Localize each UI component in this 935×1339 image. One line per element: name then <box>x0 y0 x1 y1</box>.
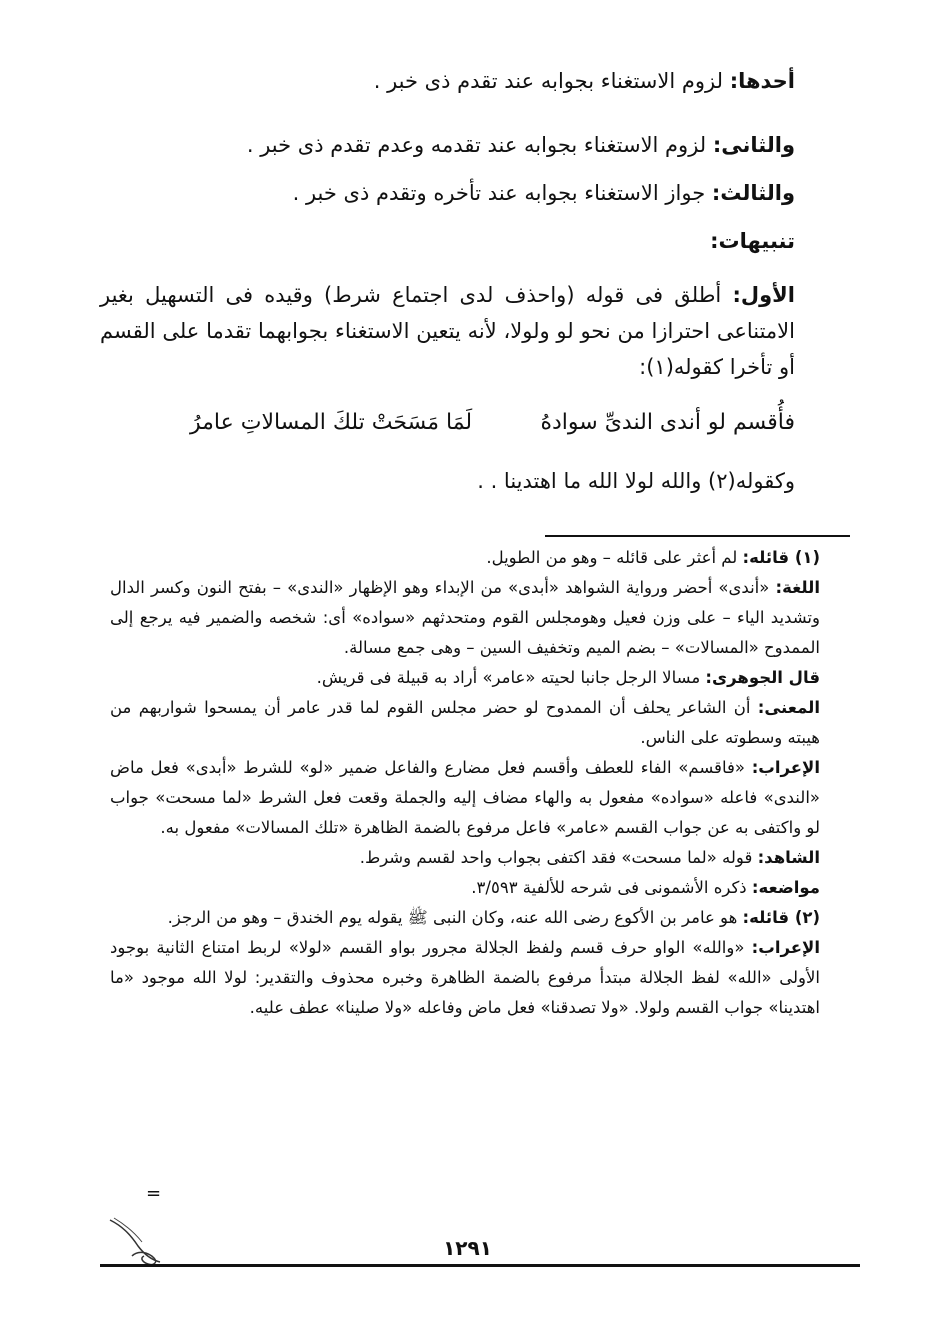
footnote-text: مسالا الرجل جانبا لحيته «عامر» أراد به قبيلة فى قريش. <box>316 668 701 687</box>
paragraph-text: أطلق فى قوله (واحذف لدى اجتماع شرط) وقيده فى التسهيل بغير الامتناعى احترازا من نحو لو ولولا، لأنه يتعين الاستغناء بجوابهما تقدما على القسم أو تأخرا كقوله(١): <box>100 283 795 379</box>
footnote-text: لم أعثر على قائله – وهو من الطويل. <box>486 548 738 567</box>
footnote-key: الإعراب: <box>751 938 820 957</box>
verse <box>100 410 795 446</box>
footnote-text: «أندى» أحضر ورواية الشواهد «أبدى» من الإبداء وهو الإظهار «الندى» – بفتح النون وكسر الدال وتشديد الياء – على وزن فعيل وهومجلس القوم ومتحدثهم «سواده» أى: شخصه والضمير فيه يرجع إلى الممدوح «المسالات» – بضم الميم وتخفيف السين – وهى جمع مسالة. <box>110 578 820 657</box>
footnote-key: المعنى: <box>757 698 820 717</box>
main-line-2 <box>247 130 795 160</box>
footnote-key: (١) قائله: <box>742 548 820 567</box>
footnote <box>110 843 820 873</box>
main-line-1 <box>374 66 795 96</box>
footnote <box>110 753 820 843</box>
line-label: والثالث: <box>711 181 795 205</box>
footnote <box>110 573 820 663</box>
main-line-last: وكقوله(٢) والله لولا الله ما اهتدينا . . <box>477 469 795 493</box>
footnote <box>110 543 820 573</box>
footnote <box>110 873 820 903</box>
footnote-separator <box>545 535 850 537</box>
bottom-rule <box>100 1264 860 1267</box>
footnote-text: ذكره الأشمونى فى شرحه للألفية ٣/٥٩٣. <box>471 878 747 897</box>
main-line-3 <box>293 178 795 208</box>
main-paragraph <box>100 277 795 385</box>
line-text: جواز الاستغناء بجوابه عند تأخره وتقدم ذى خبر . <box>292 181 706 205</box>
line-text: لزوم الاستغناء بجوابه عند تقدمه وعدم تقدم ذى خبر . <box>246 133 707 157</box>
footnote-text: «والله» الواو حرف قسم ولفظ الجلالة مجرور بواو القسم «لولا» لربط امتناع الثانية بوجود الأولى «الله» لفظ الجلالة مبتدأ مرفوع بالضمة الظاهرة وخبره محذوف والتقدير: لولا الله موجود «ما اهتدينا» جواب القسم ولولا. «ولا تصدقنا» فعل ماض وفاعله «ولا صلينا» عطف عليه. <box>110 938 820 1017</box>
line-label: أحدها: <box>729 69 795 93</box>
verse-first-hemistich: فأُقسم لو أندى الندىِّ سوادهُ <box>540 410 795 435</box>
footnote <box>110 903 820 933</box>
footnote <box>110 663 820 693</box>
paragraph-label: الأول: <box>732 283 795 307</box>
footnote-key: (٢) قائله: <box>742 908 820 927</box>
footnote-key: مواضعه: <box>751 878 820 897</box>
footnote-key: اللغة: <box>775 578 820 597</box>
footnote-text: أن الشاعر يحلف أن الممدوح لو حضر مجلس القوم لما قدر عامر أن يمسحوا شواربهم من هيبته وسطوته على الناس. <box>110 698 820 747</box>
continuation-mark: = <box>146 1183 162 1204</box>
footnote-text: هو عامر بن الأكوع رضى الله عنه، وكان النبى ﷺ يقوله يوم الخندق – وهو من الرجز. <box>167 908 738 927</box>
line-label: والثانى: <box>712 133 795 157</box>
footnote-text: «فاقسم» الفاء للعطف وأقسم فعل مضارع والفاعل ضمير «لو» للشرط «أبدى» فعل ماض «الندى» فاعله «سواده» مفعول به والهاء مضاف إليه والجملة وقعت فعل الشرط «لما مسحت» جواب لو واكتفى به عن جواب القسم «عامر» فاعل مرفوع بالضمة الظاهرة «تلك المسالات» مفعول به. <box>110 758 820 837</box>
footnote-key: قال الجوهرى: <box>705 668 820 687</box>
footnotes <box>110 543 820 1023</box>
footnote-key: الإعراب: <box>751 758 820 777</box>
verse-second-hemistich: لَمَا مَسَحَتْ تلكَ المسالاتِ عامرُ <box>190 410 473 435</box>
section-heading: تنبيهات: <box>710 229 795 253</box>
footnote <box>110 933 820 1023</box>
line-text: لزوم الاستغناء بجوابه عند تقدم ذى خبر . <box>373 69 723 93</box>
footnote-key: الشاهد: <box>757 848 820 867</box>
page-number: ١٢٩١ <box>443 1236 492 1260</box>
footnote-text: قوله «لما مسحت» فقد اكتفى بجواب واحد لقسم وشرط. <box>359 848 753 867</box>
footnote <box>110 693 820 753</box>
